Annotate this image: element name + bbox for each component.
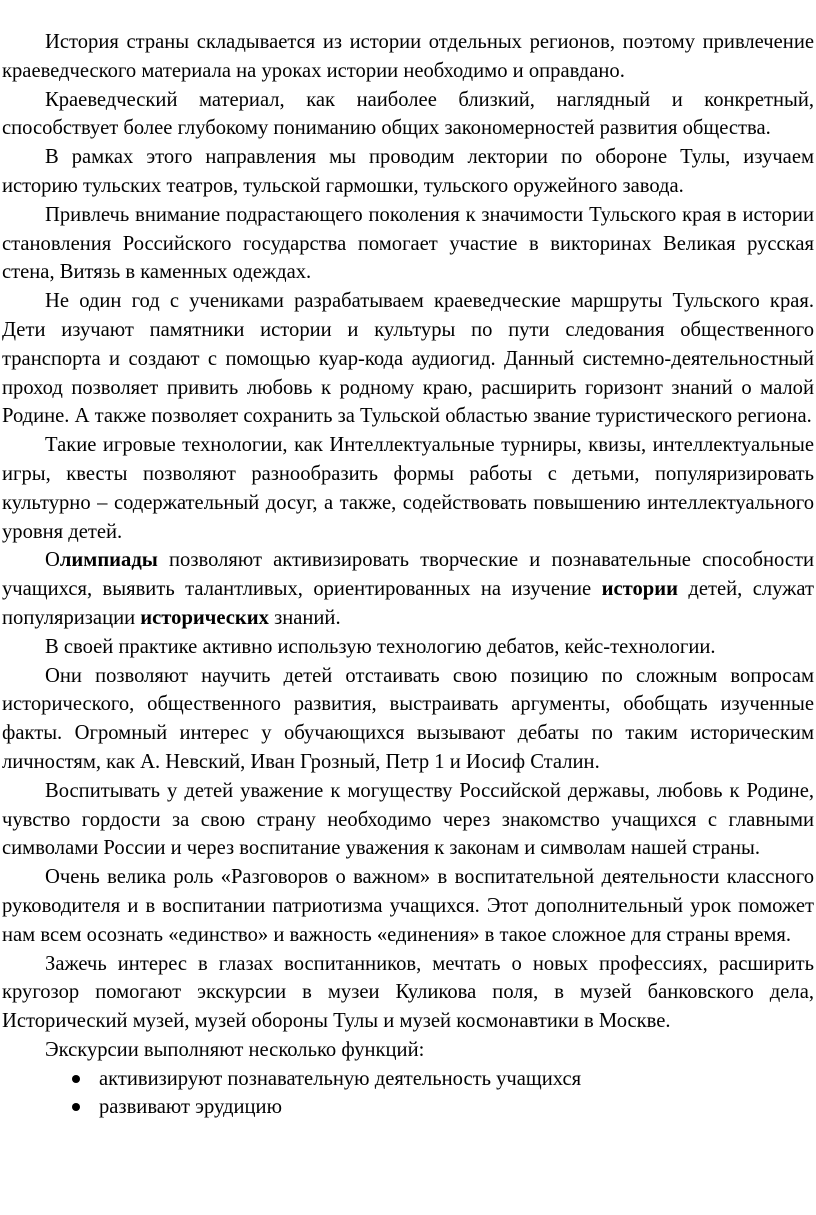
paragraph: В рамках этого направления мы проводим лектории по обороне Тулы, изучаем историю тульских театров, тульской гармошки, тульского оружейного завода. — [2, 146, 814, 197]
paragraph: Воспитывать у детей уважение к могуществу Российской державы, любовь к Родине, чувство гордости за свою страну необходимо через знакомство учащихся с главными символами России и через воспитание уважения к законам и символам нашей страны. — [2, 779, 814, 860]
bold-text-run: лимпиады — [59, 549, 158, 572]
list-item-text: активизируют познавательную деятельность учащихся — [99, 1067, 582, 1090]
paragraph: Такие игровые технологии, как Интеллектуальные турниры, квизы, интеллектуальные игры, квесты позволяют разнообразить формы работы с детьми, популяризировать культурно – содержательный досуг, а также, содействовать повышению интеллектуального уровня детей. — [2, 434, 814, 543]
text-run: позволяют активизировать творческие и познавательные способности учащихся, выявить талантливых, ориентированных на изучение — [2, 549, 814, 601]
paragraph: Зажечь интерес в глазах воспитанников, мечтать о новых профессиях, расширить кругозор помогают экскурсии в музеи Куликова поля, в музей банковского дела, Исторический музей, музей обороны Тулы и музей космонавтики в Москве. — [2, 952, 814, 1033]
bold-text-run: истории — [601, 578, 678, 601]
paragraph: Очень велика роль «Разговоров о важном» в воспитательной деятельности классного руководителя и в воспитании патриотизма учащихся. Этот дополнительный урок поможет нам всем осознать «единство» и важность «единения» в такое сложное для страны время. — [2, 866, 814, 946]
bullet-icon — [72, 1075, 80, 1083]
list-item — [72, 1093, 814, 1122]
paragraph: Привлечь внимание подрастающего поколения к значимости Тульского края в истории становления Российского государства помогает участие в викторинах Великая русская стена, Витязь в каменных одеждах. — [2, 203, 814, 284]
paragraph: История страны складывается из истории отдельных регионов, поэтому привлечение краеведческого материала на уроках истории необходимо и оправдано. — [2, 31, 814, 82]
paragraph-olympiads — [2, 546, 814, 632]
paragraph: Экскурсии выполняют несколько функций: — [45, 1038, 425, 1061]
paragraph: Не один год с учениками разрабатываем краеведческие маршруты Тульского края. Дети изучают памятники истории и культуры по пути следования общественного транспорта и создают с помощью куар-кода аудиогид. Данный системно-деятельностный проход позволяет привить любовь к родному краю, расширить горизонт знаний о малой Родине. А также позволяет сохранить за Тульской областью звание туристического региона. — [2, 290, 814, 428]
list-item-text: развивают эрудицию — [99, 1096, 282, 1119]
paragraph: Они позволяют научить детей отстаивать свою позицию по сложным вопросам исторического, общественного развития, выстраивать аргументы, обобщать изученные факты. Огромный интерес у обучающихся вызывают дебаты по таким историческим личностям, как А. Невский, Иван Грозный, Петр 1 и Иосиф Сталин. — [2, 664, 814, 773]
bullet-list — [2, 1065, 814, 1123]
paragraph: Краеведческий материал, как наиболее близкий, наглядный и конкретный, способствует более глубокому пониманию общих закономерностей развития общества. — [2, 88, 814, 140]
list-item — [72, 1065, 814, 1094]
text-run: детей, служат популяризации — [2, 578, 814, 629]
bullet-icon — [72, 1103, 80, 1111]
text-run: знаний. — [268, 606, 341, 629]
text-run: О — [45, 549, 60, 572]
bold-text-run: исторических — [140, 606, 269, 629]
paragraph: В своей практике активно использую технологию дебатов, кейс-технологии. — [45, 635, 716, 658]
